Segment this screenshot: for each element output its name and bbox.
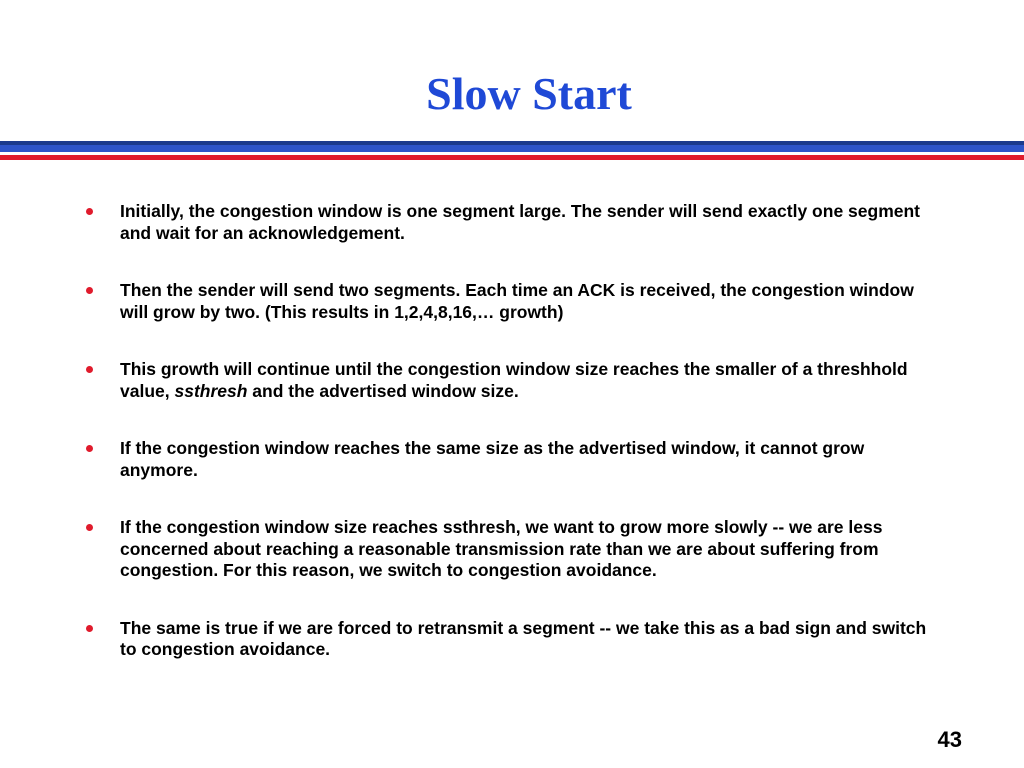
bullet-dot-icon [86,625,93,632]
bullet-dot-icon [86,208,93,215]
title-rule-red [0,155,1024,160]
bullet-text: Initially, the congestion window is one segment large. The sender will send exactly one segment and wait for an acknowledgement. [120,201,921,243]
page-number: 43 [937,727,962,752]
bullet-dot-icon [86,287,93,294]
bullet-dot-icon [86,445,93,452]
bullet-text-italic: ssthresh [174,380,248,401]
bullet-dot-icon [86,366,93,373]
bullet-text: If the congestion window reaches the same size as the advertised window, it cannot grow anymore. [120,438,865,480]
bullet-item [86,359,936,402]
bullet-text-after: and the advertised window size. [247,380,519,401]
bullet-item [86,438,936,481]
bullet-text: Then the sender will send two segments. Each time an ACK is received, the congestion window will grow by two. (This results in 1,2,4,8,16,… growth) [120,280,914,322]
bullet-item [86,618,936,661]
bullet-list [86,201,936,697]
bullet-item [86,280,936,323]
bullet-text: The same is true if we are forced to retransmit a segment -- we take this as a bad sign and switch to congestion avoidance. [120,617,927,659]
bullet-item [86,517,936,582]
bullet-text: If the congestion window size reaches ssthresh, we want to grow more slowly -- we are less concerned about reaching a reasonable transmission rate than we are about suffering from congestion. For this reason, we switch to congestion avoidance. [120,517,883,580]
bullet-item [86,201,936,244]
bullet-text-before: This growth will continue until the congestion window size reaches the smaller of a threshhold value, [120,359,908,401]
bullet-dot-icon [86,524,93,531]
title-rule-blue [0,145,1024,152]
slide-title: Slow Start [426,68,632,119]
